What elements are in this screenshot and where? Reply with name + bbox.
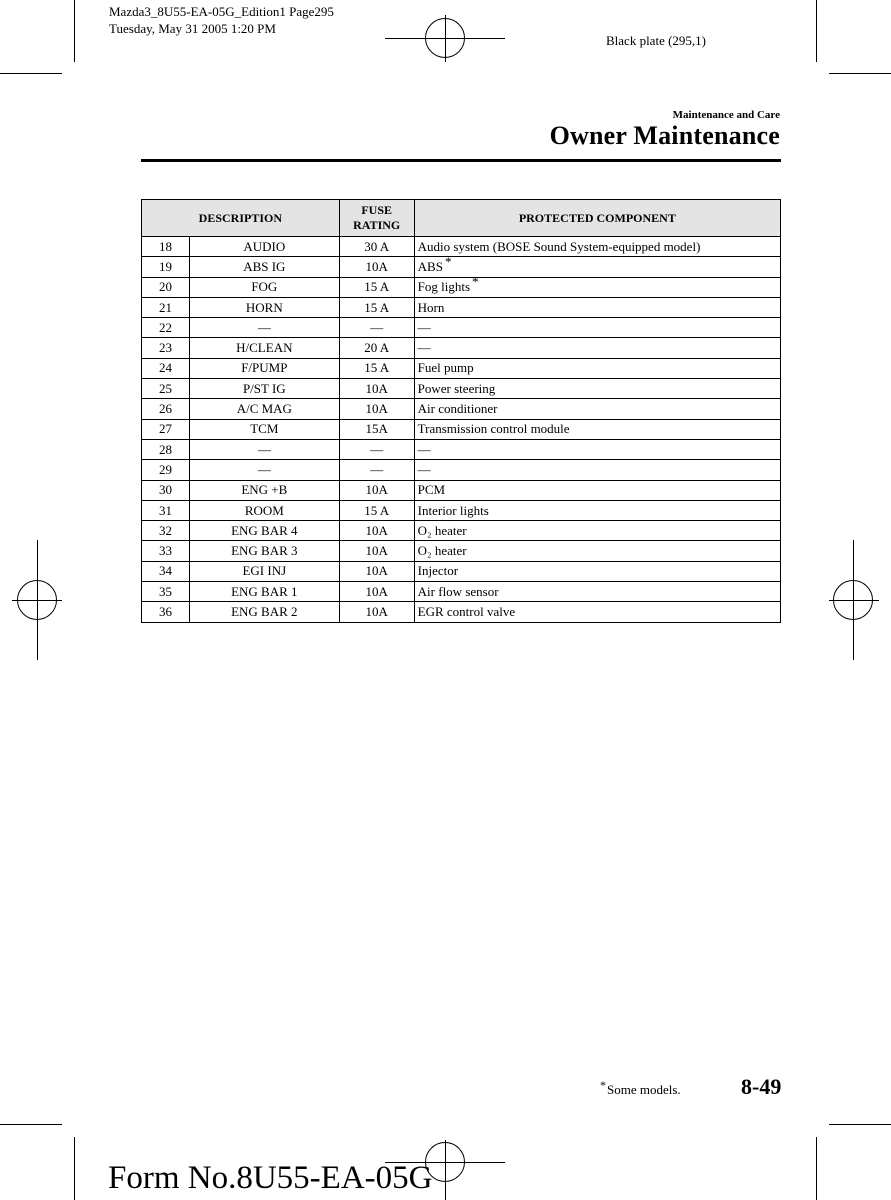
protected-component-cell <box>414 297 780 317</box>
fuse-rating-cell-text: — <box>370 319 384 335</box>
protected-component-cell <box>414 500 780 520</box>
fuse-rating-cell <box>339 257 414 277</box>
fuse-description-cell-text: ENG BAR 1 <box>231 583 298 599</box>
fuse-description-cell-text: — <box>257 441 271 457</box>
fuse-number-cell <box>142 237 190 257</box>
protected-component-cell-text: Transmission control module <box>417 421 570 437</box>
fuse-number-cell <box>142 297 190 317</box>
protected-component-cell-text: Fuel pump <box>417 360 474 376</box>
fuse-description-cell-text: HORN <box>245 299 283 315</box>
table-row <box>142 297 781 317</box>
table-row <box>142 358 781 378</box>
fuse-description-cell-text: H/CLEAN <box>236 340 293 356</box>
fuse-description-cell-text: — <box>257 319 271 335</box>
fuse-description-cell-text: ROOM <box>244 502 284 518</box>
protected-component-cell <box>414 358 780 378</box>
protected-component-cell-text: O₂ heater <box>417 543 467 559</box>
fuse-description-cell <box>189 480 339 500</box>
fuse-rating-cell-text: 10A <box>365 603 388 619</box>
fuse-rating-cell-text: 10A <box>365 522 388 538</box>
fuse-number-cell-text: 27 <box>158 421 172 437</box>
table-row <box>142 257 781 277</box>
protected-component-cell <box>414 419 780 439</box>
table-row <box>142 561 781 581</box>
page-number: 8-49 <box>741 1074 782 1099</box>
fuse-description-cell <box>189 521 339 541</box>
fuse-description-cell-text: A/C MAG <box>236 401 292 417</box>
protected-component-cell-text: — <box>417 441 431 457</box>
fuse-number-cell <box>142 460 190 480</box>
table-row <box>142 521 781 541</box>
crop-mark <box>0 73 62 74</box>
fuse-number-cell-text: 34 <box>158 563 172 579</box>
table-row <box>142 338 781 358</box>
fuse-description-cell-text: P/ST IG <box>242 380 286 396</box>
fuse-description-cell-text: F/PUMP <box>241 360 288 376</box>
fuse-number-cell-text: 28 <box>158 441 172 457</box>
fuse-number-cell <box>142 257 190 277</box>
fuse-rating-cell <box>339 582 414 602</box>
fuse-rating-cell <box>339 399 414 419</box>
fuse-number-cell-text: 19 <box>158 258 172 274</box>
fuse-rating-cell <box>339 419 414 439</box>
fuse-number-cell <box>142 318 190 338</box>
crop-mark <box>74 1137 75 1200</box>
fuse-description-cell <box>189 582 339 602</box>
fuse-description-cell-text: EGI INJ <box>242 563 287 579</box>
fuse-number-cell-text: 36 <box>158 603 172 619</box>
column-header-description: DESCRIPTION <box>142 200 340 237</box>
fuse-number-cell-text: 23 <box>158 340 172 356</box>
fuse-rating-cell-text: 10A <box>365 543 388 559</box>
column-header-fuse-rating <box>339 200 414 237</box>
fuse-number-cell <box>142 480 190 500</box>
protected-component-cell <box>414 399 780 419</box>
fuse-rating-cell <box>339 460 414 480</box>
asterisk-icon: * <box>472 273 479 289</box>
fuse-description-cell-text: TCM <box>250 421 279 437</box>
table-row <box>142 480 781 500</box>
fuse-number-cell <box>142 399 190 419</box>
fuse-rating-cell <box>339 379 414 399</box>
fuse-rating-cell-text: 15A <box>365 421 388 437</box>
print-meta-line1: Mazda3_8U55-EA-05G_Edition1 Page295 <box>109 4 334 19</box>
fuse-description-cell <box>189 399 339 419</box>
fuse-description-cell-text: ENG +B <box>241 482 288 498</box>
fuse-number-cell-text: 20 <box>158 279 172 295</box>
fuse-description-cell <box>189 318 339 338</box>
footnote-text: Some models. <box>607 1082 681 1097</box>
print-meta-line2: Tuesday, May 31 2005 1:20 PM <box>109 21 276 36</box>
protected-component-cell <box>414 480 780 500</box>
fuse-description-cell-text: — <box>257 461 271 477</box>
fuse-number-cell <box>142 379 190 399</box>
fuse-rating-cell <box>339 358 414 378</box>
fuse-description-cell-text: ABS IG <box>243 258 286 274</box>
fuse-rating-cell-text: 15 A <box>364 279 390 295</box>
fuse-number-cell <box>142 541 190 561</box>
fuse-description-cell <box>189 460 339 480</box>
fuse-description-cell-text: AUDIO <box>243 238 286 254</box>
fuse-number-cell <box>142 521 190 541</box>
table-row <box>142 399 781 419</box>
table-row <box>142 500 781 520</box>
fuse-rating-cell <box>339 480 414 500</box>
fuse-description-cell <box>189 237 339 257</box>
protected-component-cell <box>414 460 780 480</box>
table-header-row <box>142 200 781 237</box>
protected-component-cell <box>414 541 780 561</box>
fuse-description-cell <box>189 338 339 358</box>
fuse-rating-cell-text: 15 A <box>364 360 390 376</box>
fuse-number-cell <box>142 419 190 439</box>
fuse-number-cell-text: 30 <box>158 482 172 498</box>
protected-component-cell <box>414 338 780 358</box>
fuse-number-cell-text: 33 <box>158 543 172 559</box>
protected-component-cell-text: Horn <box>417 299 445 315</box>
fuse-rating-cell <box>339 500 414 520</box>
table-row <box>142 582 781 602</box>
fuse-description-cell <box>189 541 339 561</box>
protected-component-cell <box>414 253 780 277</box>
print-meta <box>109 3 334 37</box>
fuse-rating-cell-text: 20 A <box>364 340 390 356</box>
protected-component-cell-text: Power steering <box>417 380 496 396</box>
table-row <box>142 460 781 480</box>
crop-mark <box>829 1124 891 1125</box>
fuse-description-cell-text: ENG BAR 2 <box>231 603 298 619</box>
fuse-number-cell-text: 29 <box>158 461 172 477</box>
fuse-description-cell <box>189 419 339 439</box>
fuse-number-cell <box>142 582 190 602</box>
protected-component-cell <box>414 273 780 297</box>
fuse-number-cell <box>142 277 190 297</box>
fuse-number-cell-text: 35 <box>158 583 172 599</box>
protected-component-cell-text: Air conditioner <box>417 401 498 417</box>
fuse-description-cell-text: ENG BAR 4 <box>231 522 298 538</box>
fuse-rating-cell <box>339 297 414 317</box>
table-row <box>142 541 781 561</box>
fuse-rating-cell <box>339 439 414 459</box>
protected-component-cell <box>414 521 780 541</box>
fuse-rating-cell-text: — <box>370 441 384 457</box>
footnote-star-icon: * <box>600 1077 606 1092</box>
protected-component-cell-text: Audio system (BOSE Sound System-equipped model) <box>417 238 701 254</box>
table-row <box>142 439 781 459</box>
fuse-number-cell-text: 18 <box>158 238 172 254</box>
form-number: Form No.8U55-EA-05G <box>108 1160 433 1196</box>
fuse-number-cell <box>142 561 190 581</box>
fuse-rating-cell-text: 10A <box>365 583 388 599</box>
fuse-number-cell-text: 32 <box>158 522 172 538</box>
fuse-table-body <box>142 237 781 623</box>
fuse-description-cell <box>189 379 339 399</box>
fuse-rating-cell-text: 10A <box>365 563 388 579</box>
fuse-description-cell <box>189 358 339 378</box>
crop-mark <box>829 73 891 74</box>
page-title: Owner Maintenance <box>549 121 780 150</box>
fuse-number-cell-text: 24 <box>158 360 172 376</box>
fuse-number-cell-text: 21 <box>158 299 172 315</box>
footnote <box>600 1077 681 1098</box>
protected-component-cell <box>414 237 780 257</box>
protected-component-cell-text: — <box>417 461 431 477</box>
protected-component-cell <box>414 439 780 459</box>
fuse-rating-cell <box>339 338 414 358</box>
fuse-description-cell <box>189 602 339 622</box>
fuse-description-cell <box>189 257 339 277</box>
fuse-description-cell-text: ENG BAR 3 <box>231 543 298 559</box>
protected-component-cell <box>414 561 780 581</box>
table-row <box>142 237 781 257</box>
fuse-rating-cell-text: 10A <box>365 401 388 417</box>
fuse-rating-cell-text: 10A <box>365 258 388 274</box>
fuse-number-cell-text: 26 <box>158 401 172 417</box>
table-row <box>142 419 781 439</box>
section-label: Maintenance and Care <box>672 109 780 121</box>
crop-mark <box>816 0 817 62</box>
protected-component-cell <box>414 379 780 399</box>
protected-component-cell-text: Fog lights <box>417 279 471 295</box>
fuse-description-cell <box>189 297 339 317</box>
fuse-number-cell-text: 25 <box>158 380 172 396</box>
protected-component-cell-text: ABS <box>417 258 443 274</box>
crop-mark <box>816 1137 817 1200</box>
column-header-fuse-rating-text: FUSE RATING <box>353 203 401 232</box>
fuse-rating-cell-text: 10A <box>365 482 388 498</box>
protected-component-cell-text: O₂ heater <box>417 522 467 538</box>
fuse-number-cell-text: 31 <box>158 502 172 518</box>
table-row <box>142 318 781 338</box>
fuse-description-cell <box>189 561 339 581</box>
protected-component-cell-text: Injector <box>417 563 459 579</box>
fuse-description-cell <box>189 277 339 297</box>
fuse-rating-cell <box>339 541 414 561</box>
protected-component-cell-text: Interior lights <box>417 502 489 518</box>
plate-label: Black plate (295,1) <box>606 33 706 48</box>
protected-component-cell <box>414 318 780 338</box>
fuse-rating-cell <box>339 318 414 338</box>
fuse-rating-cell-text: 15 A <box>364 502 390 518</box>
fuse-rating-cell-text: 10A <box>365 380 388 396</box>
fuse-description-cell <box>189 439 339 459</box>
crop-mark <box>0 1124 62 1125</box>
fuse-number-cell <box>142 439 190 459</box>
fuse-description-cell <box>189 500 339 520</box>
protected-component-cell <box>414 582 780 602</box>
table-row <box>142 277 781 297</box>
protected-component-cell-text: — <box>417 319 431 335</box>
fuse-number-cell <box>142 338 190 358</box>
crop-mark <box>74 0 75 62</box>
title-rule <box>141 159 781 162</box>
fuse-description-cell-text: FOG <box>251 279 278 295</box>
fuse-table <box>141 199 781 623</box>
fuse-number-cell <box>142 602 190 622</box>
fuse-number-cell <box>142 500 190 520</box>
table-row <box>142 379 781 399</box>
fuse-number-cell-text: 22 <box>158 319 172 335</box>
fuse-rating-cell <box>339 521 414 541</box>
fuse-rating-cell-text: — <box>370 461 384 477</box>
protected-component-cell-text: EGR control valve <box>417 603 516 619</box>
fuse-rating-cell <box>339 277 414 297</box>
asterisk-icon: * <box>444 253 452 269</box>
column-header-protected-component: PROTECTED COMPONENT <box>414 200 780 237</box>
fuse-rating-cell <box>339 602 414 622</box>
fuse-rating-cell <box>339 561 414 581</box>
protected-component-cell-text: Air flow sensor <box>417 583 499 599</box>
fuse-rating-cell-text: 30 A <box>364 238 390 254</box>
protected-component-cell <box>414 602 780 622</box>
fuse-number-cell <box>142 358 190 378</box>
fuse-rating-cell-text: 15 A <box>364 299 390 315</box>
protected-component-cell-text: PCM <box>417 482 446 498</box>
table-row <box>142 602 781 622</box>
protected-component-cell-text: — <box>417 340 431 356</box>
fuse-rating-cell <box>339 237 414 257</box>
